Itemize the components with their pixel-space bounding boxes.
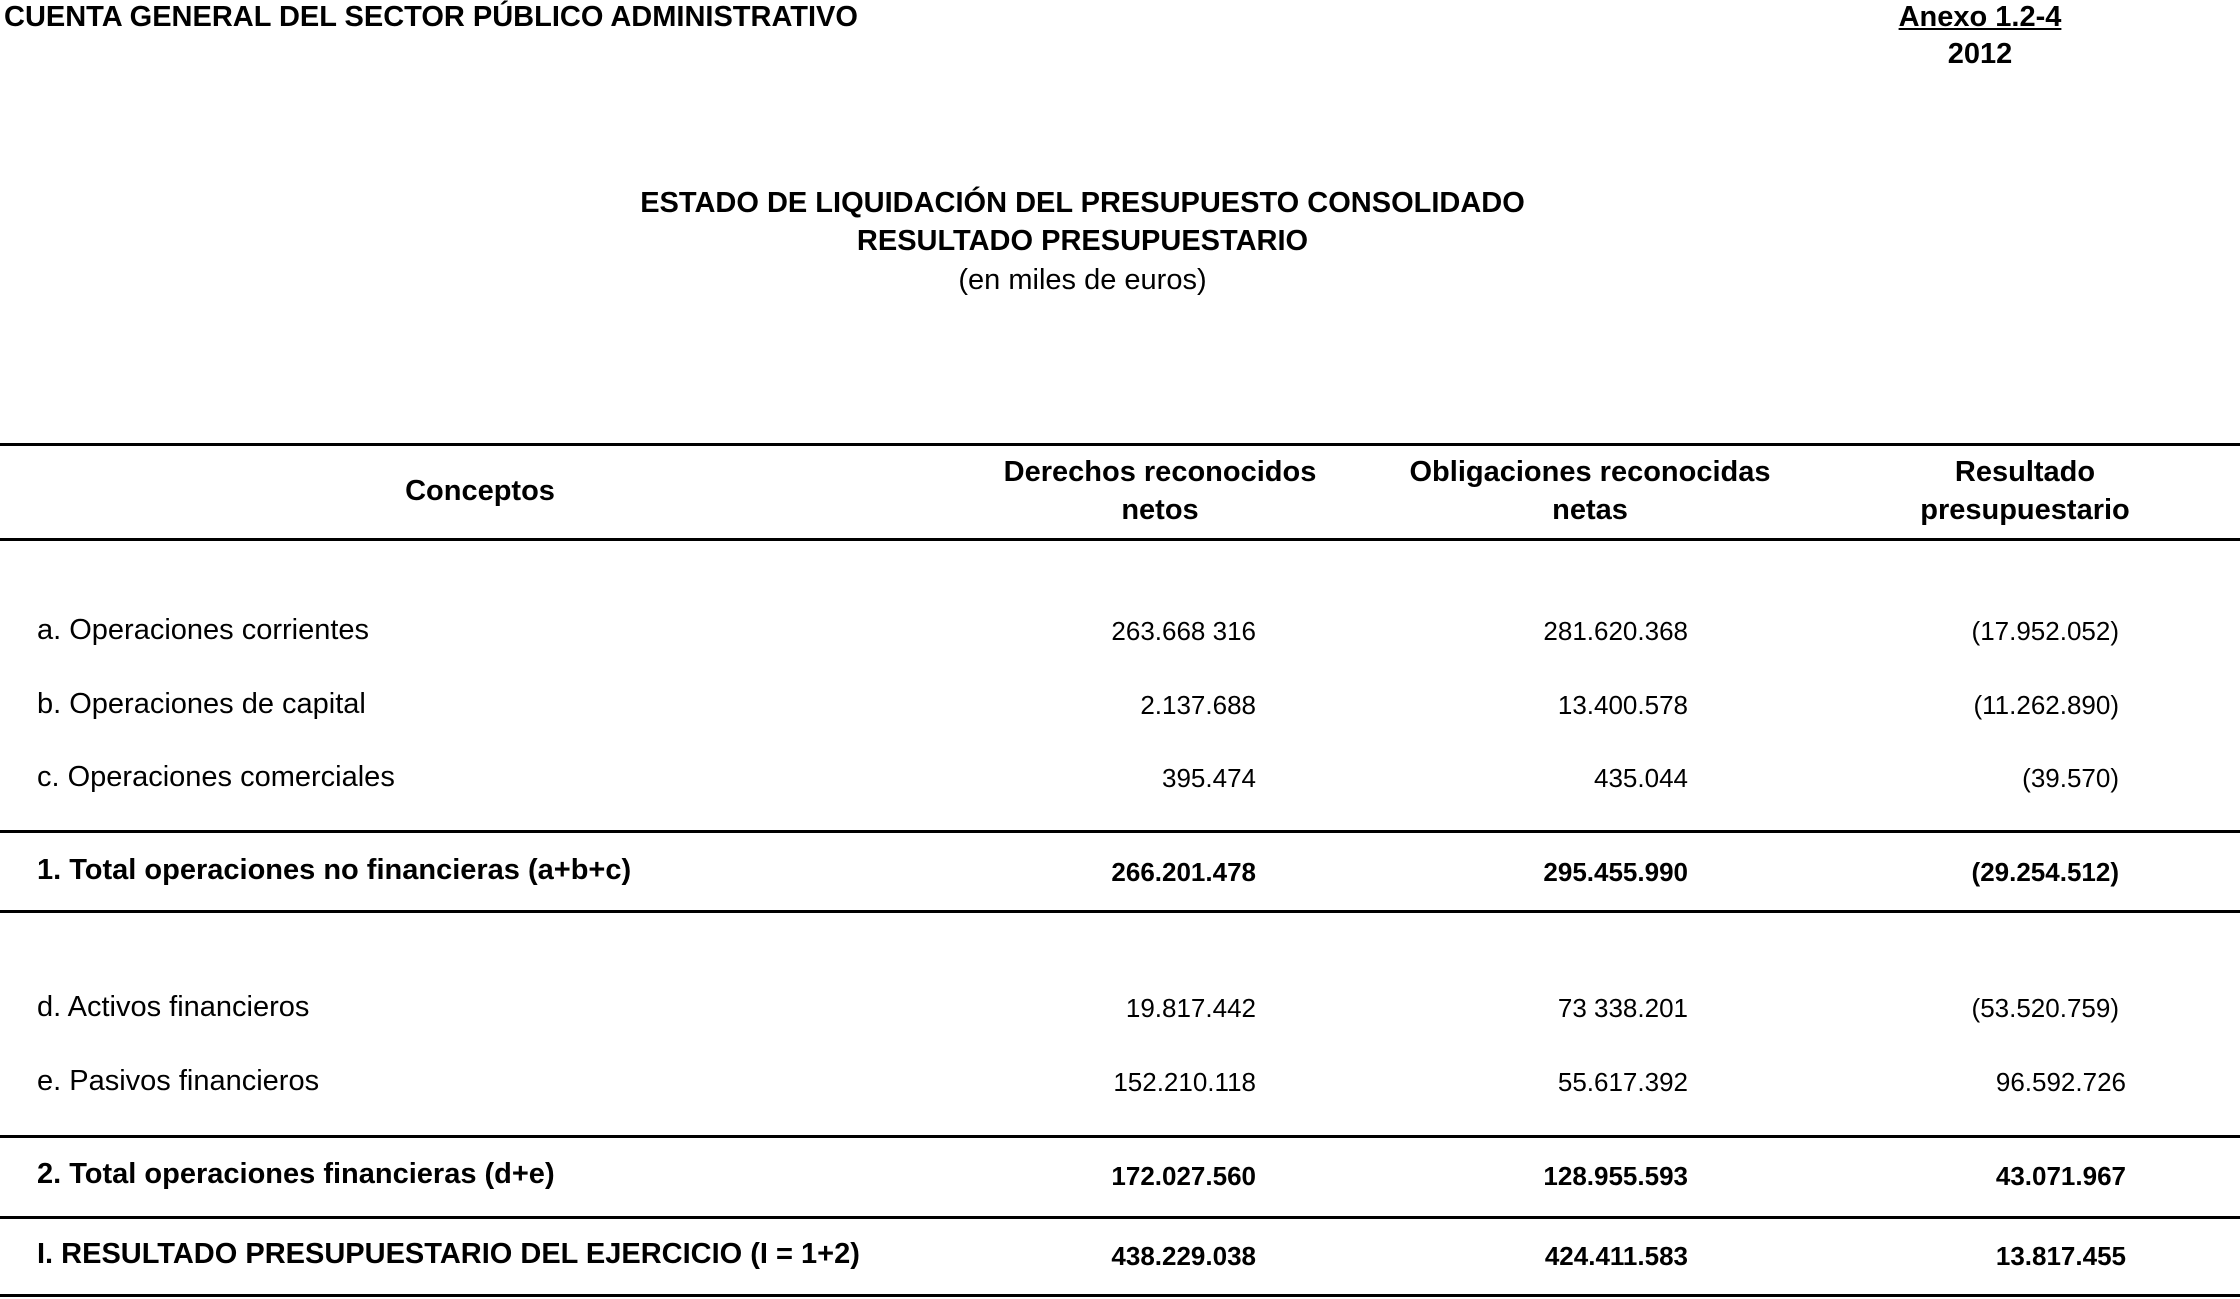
row-label-total: 2. Total operaciones financieras (d+e)	[37, 1158, 555, 1190]
result-total: 43.071.967	[1995, 1161, 2126, 1191]
report-title: ESTADO DE LIQUIDACIÓN DEL PRESUPUESTO CONSOLIDADO	[640, 187, 1525, 219]
obligations-grand-total: 424.411.583	[1544, 1241, 1688, 1271]
obligations-value: 73 338.201	[1557, 993, 1688, 1023]
obligations-value: 13.400.578	[1557, 690, 1688, 720]
subtotal-rule-top	[0, 830, 2240, 833]
obligations-total: 128.955.593	[1543, 1161, 1688, 1191]
row-label-grand-total: I. RESULTADO PRESUPUESTARIO DEL EJERCICIO (I = 1+2)	[37, 1238, 860, 1270]
subtotal-rule-bottom	[0, 910, 2240, 913]
result-grand-total: 13.817.455	[1995, 1241, 2126, 1271]
column-header-result	[1820, 453, 2230, 529]
column-header-obligations-line1: Obligaciones reconocidas	[1409, 456, 1771, 488]
subtotal-rule-bottom	[0, 1216, 2240, 1219]
row-label: c. Operaciones comerciales	[37, 761, 395, 793]
obligations-value: 55.617.392	[1557, 1067, 1688, 1097]
report-subtitle: RESULTADO PRESUPUESTARIO	[856, 225, 1309, 257]
result-value: (17.952.052)	[1971, 616, 2119, 646]
row-label: a. Operaciones corrientes	[37, 614, 370, 646]
rights-value: 2.137.688	[1140, 690, 1256, 720]
rights-value: 395.474	[1162, 763, 1256, 793]
subtotal-rule-top	[0, 1135, 2240, 1138]
report-year: 2012	[1947, 38, 2013, 70]
obligations-value: 281.620.368	[1543, 616, 1688, 646]
org-title: CUENTA GENERAL DEL SECTOR PÚBLICO ADMINISTRATIVO	[4, 1, 858, 33]
result-value: (11.262.890)	[1973, 690, 2119, 720]
result-value: 96.592.726	[1995, 1067, 2126, 1097]
obligations-value: 435.044	[1594, 763, 1688, 793]
column-header-rights-line2: netos	[1121, 494, 1199, 526]
rights-total: 172.027.560	[1111, 1161, 1256, 1191]
result-total: (29.254.512)	[1971, 857, 2119, 887]
result-value: (53.520.759)	[1971, 993, 2119, 1023]
column-header-result-line1: Resultado	[1954, 456, 2096, 488]
rights-value: 152.210.118	[1113, 1067, 1256, 1097]
rights-value: 19.817.442	[1125, 993, 1256, 1023]
row-label: b. Operaciones de capital	[37, 688, 366, 720]
column-header-concepts: Conceptos	[405, 475, 555, 507]
table-bottom-rule	[0, 1294, 2240, 1297]
rights-total: 266.201.478	[1111, 857, 1256, 887]
row-label: d. Activos financieros	[37, 991, 310, 1023]
column-header-obligations-line2: netas	[1552, 494, 1628, 526]
table-header-rule	[0, 538, 2240, 541]
column-header-obligations	[1370, 453, 1810, 529]
column-header-result-line2: presupuestario	[1920, 494, 2130, 526]
column-header-rights	[960, 453, 1360, 529]
result-value: (39.570)	[2022, 763, 2119, 793]
column-header-rights-line1: Derechos reconocidos	[1003, 456, 1317, 488]
report-units: (en miles de euros)	[958, 264, 1207, 296]
annex-label: Anexo 1.2-4	[1898, 1, 2062, 33]
rights-value: 263.668 316	[1111, 616, 1256, 646]
row-label-total: 1. Total operaciones no financieras (a+b+c)	[37, 854, 632, 886]
rights-grand-total: 438.229.038	[1111, 1241, 1256, 1271]
row-label: e. Pasivos financieros	[37, 1065, 320, 1097]
obligations-total: 295.455.990	[1543, 857, 1688, 887]
table-top-rule	[0, 443, 2240, 446]
